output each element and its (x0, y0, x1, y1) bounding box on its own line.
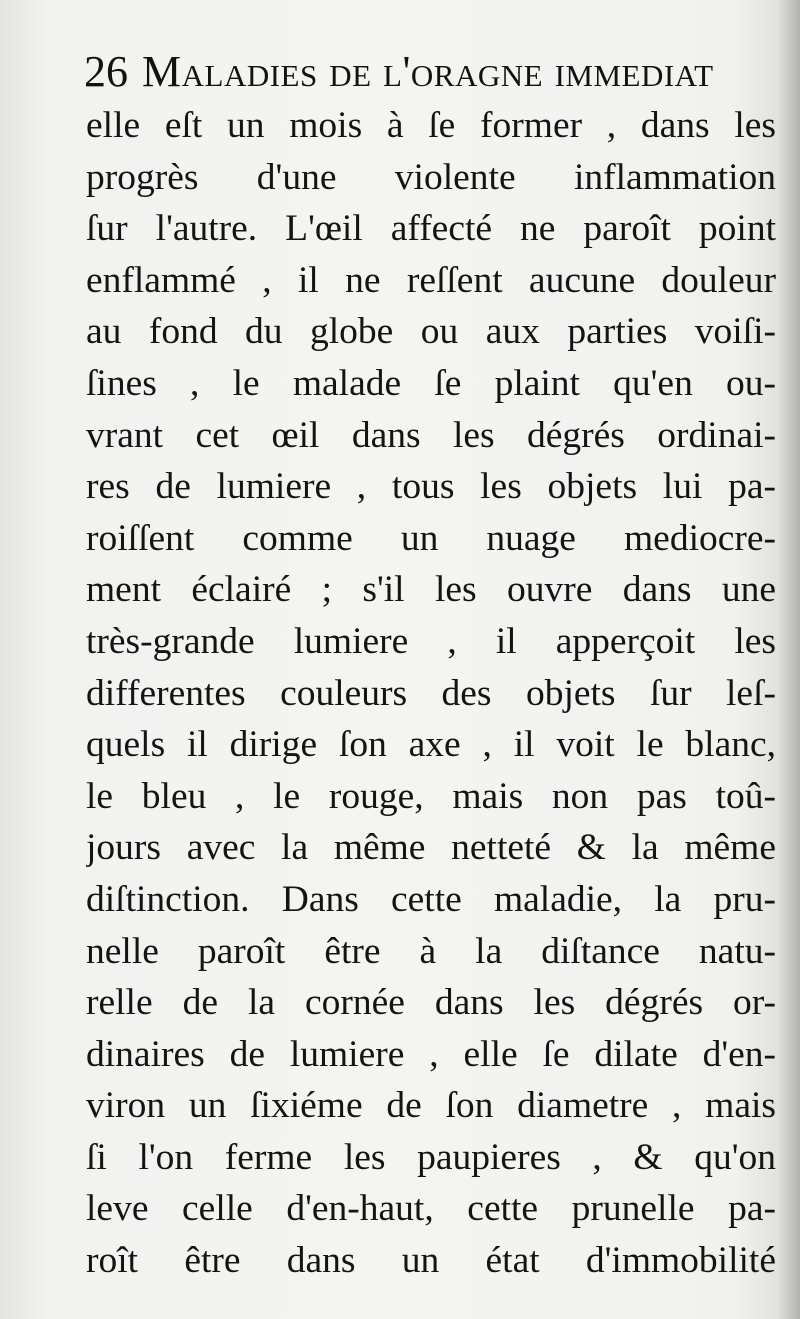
text-line: ſines , le malade ſe plaint qu'en ou- (86, 362, 776, 404)
text-line: progrès d'une violente inflammation (86, 156, 776, 198)
text-line: differentes couleurs des objets ſur leſ- (86, 672, 776, 714)
text-line: le bleu , le rouge, mais non pas toû- (86, 775, 776, 817)
text-line: ſi l'on ferme les paupieres , & qu'on (86, 1136, 776, 1178)
text-line: très-grande lumiere , il apperçoit les (86, 620, 776, 662)
text-line: viron un ſixiéme de ſon diametre , mais (86, 1085, 776, 1127)
text-line: vrant cet œil dans les dégrés ordinai- (86, 414, 776, 456)
text-line: roît être dans un état d'immobilité (86, 1240, 776, 1282)
text-line: diſtinction. Dans cette maladie, la pru- (86, 878, 776, 920)
body-text (86, 100, 776, 1287)
text-line: enflammé , il ne reſſent aucune douleur (86, 259, 776, 301)
running-head (84, 42, 774, 102)
text-line: ment éclairé ; s'il les ouvre dans une (86, 569, 776, 611)
text-line: relle de la cornée dans les dégrés or- (86, 982, 776, 1024)
text-line: res de lumiere , tous les objets lui pa- (86, 466, 776, 508)
running-title: Maladies de l'oragne immediat (142, 47, 714, 96)
text-line: elle eſt un mois à ſe former , dans les (86, 105, 776, 146)
text-line: ſur l'autre. L'œil affecté ne paroît point (86, 208, 776, 250)
text-line: quels il dirige ſon axe , il voit le blanc, (86, 724, 776, 766)
text-line: roiſſent comme un nuage mediocre- (86, 517, 776, 559)
text-line: nelle paroît être à la diſtance natu- (86, 930, 776, 972)
text-line: dinaires de lumiere , elle ſe dilate d'en- (86, 1033, 776, 1075)
text-line: jours avec la même netteté & la même (86, 827, 776, 869)
text-line: leve celle d'en-haut, cette prunelle pa- (86, 1188, 776, 1230)
page-number: 26 (84, 47, 128, 96)
text-line: au fond du globe ou aux parties voiſi- (86, 311, 776, 353)
page-edge-shadow (778, 0, 800, 1319)
